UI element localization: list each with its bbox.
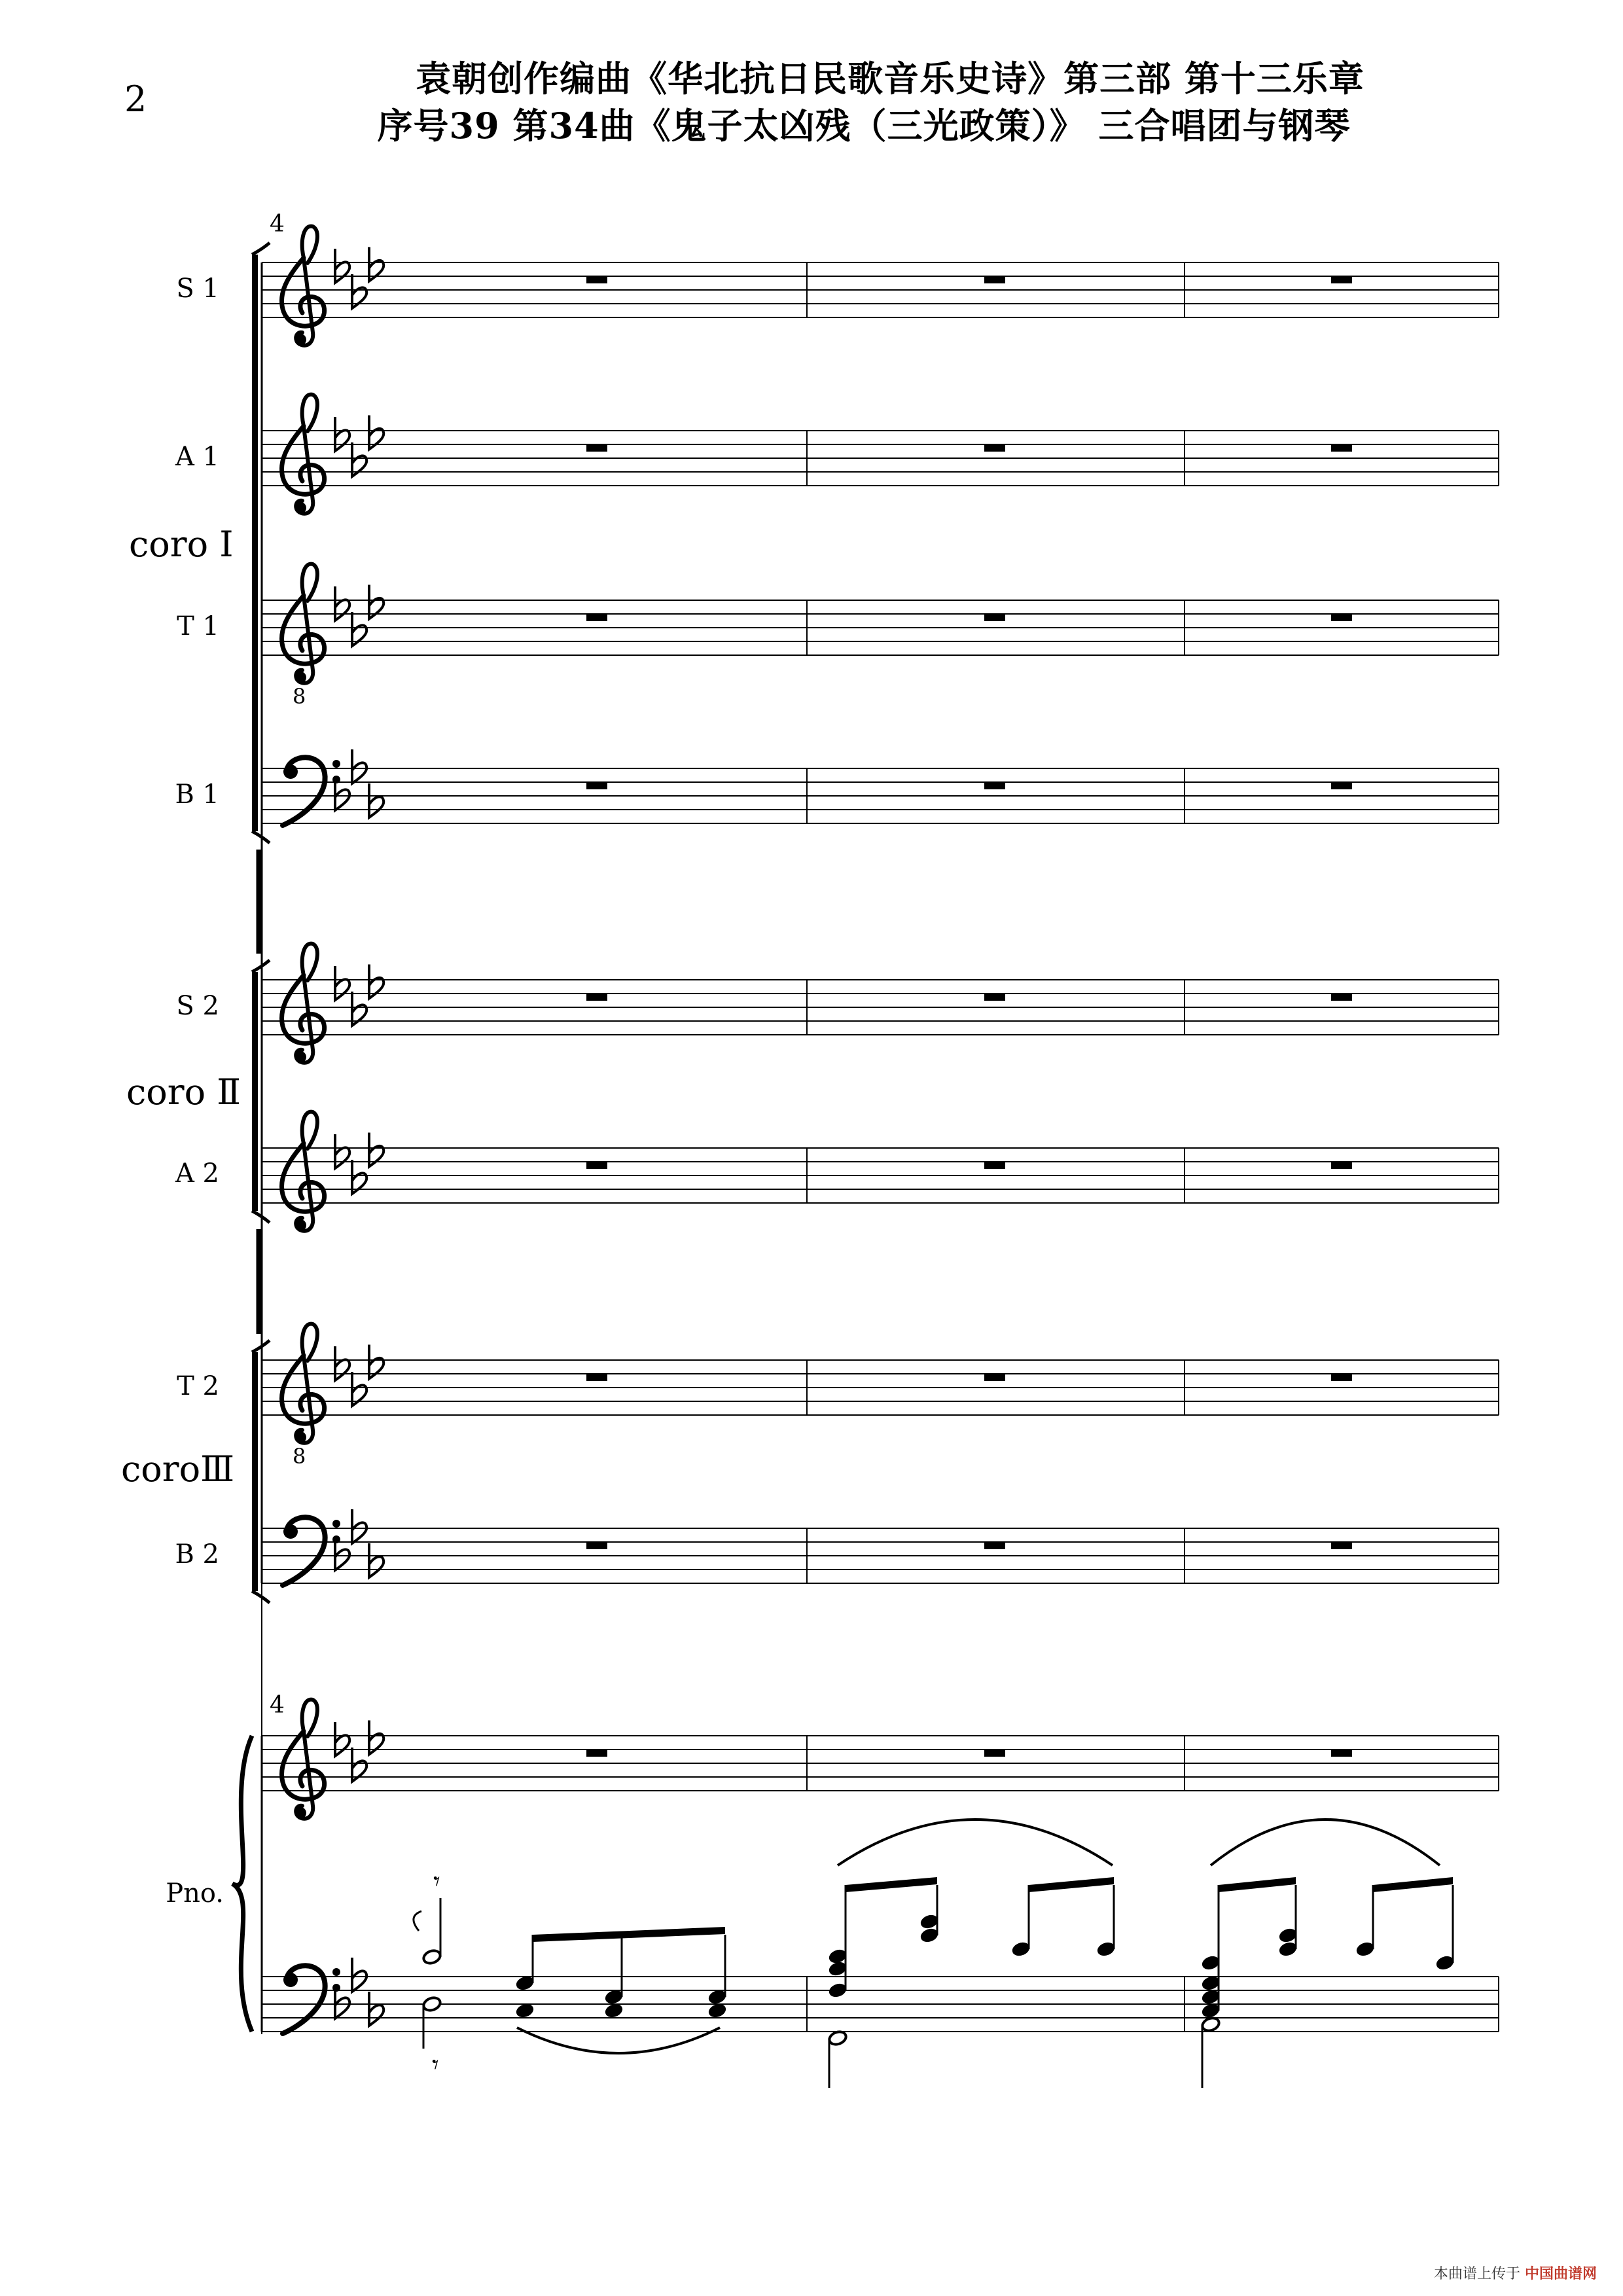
- beam: [1373, 1877, 1453, 1892]
- flat-icon: [352, 1958, 366, 1992]
- beam: [1219, 1877, 1296, 1892]
- bracket-bar: [252, 972, 258, 1211]
- whole-rest: [586, 444, 607, 452]
- staff-choir-2: [262, 564, 1499, 709]
- flat-icon: [369, 1543, 383, 1577]
- slur: [1211, 1820, 1440, 1865]
- whole-rest: [586, 994, 607, 1001]
- half-notehead: [422, 1948, 442, 1965]
- group-label-coro2: coro Ⅱ: [126, 1071, 241, 1113]
- staff-label-t2: T 2: [177, 1371, 219, 1401]
- staff-label-t1: T 1: [177, 611, 219, 641]
- whole-rest: [984, 1542, 1005, 1549]
- whole-rest: [984, 1374, 1005, 1381]
- bracket-bar: [252, 1352, 258, 1591]
- flat-icon: [352, 1509, 366, 1543]
- treble-clef-icon: [281, 944, 324, 1063]
- treble-clef-icon: [281, 1700, 324, 1819]
- whole-rest: [586, 1162, 607, 1169]
- footer-prefix: 本曲谱上传于: [1433, 2266, 1520, 2282]
- staff-choir-1: [262, 395, 1499, 514]
- whole-rest: [1331, 444, 1352, 452]
- page-number: 2: [124, 79, 147, 120]
- piano-system: [232, 1700, 1499, 2088]
- staff-choir-3: [262, 749, 1499, 825]
- flat-icon: [335, 1722, 349, 1756]
- flat-icon: [335, 417, 349, 451]
- staff-label-s1: S 1: [176, 274, 219, 304]
- staff-choir-4: [262, 944, 1499, 1063]
- staff-piano-bass: [262, 1958, 1499, 2034]
- bracket-hook: [252, 1591, 270, 1603]
- whole-rest: [984, 1162, 1005, 1169]
- treble-clef-icon: [281, 395, 324, 514]
- whole-rest: [984, 782, 1005, 789]
- footer-credit: [1434, 2263, 1597, 2283]
- whole-rest: [586, 1542, 607, 1549]
- flat-icon: [369, 1992, 383, 2026]
- eighth-rest: 𝄾: [432, 2050, 439, 2080]
- octave-8-marking: 8: [293, 684, 306, 709]
- treble-clef-icon: [281, 564, 324, 683]
- slur: [838, 1820, 1113, 1865]
- whole-rest: [1331, 1374, 1352, 1381]
- footer-brand: 中国曲谱网: [1524, 2266, 1597, 2282]
- measure-number-choir: 4: [270, 211, 285, 238]
- beam: [846, 1877, 937, 1892]
- bracket-hook: [252, 243, 270, 255]
- flat-icon: [335, 1134, 349, 1168]
- group-label-coro3: coroⅢ: [121, 1448, 235, 1490]
- whole-rest: [586, 1749, 607, 1757]
- treble-clef-icon: [281, 1324, 324, 1443]
- treble-clef-icon: [281, 226, 324, 346]
- staff-choir-0: [262, 226, 1499, 346]
- whole-rest: [984, 1749, 1005, 1757]
- whole-rest: [1331, 782, 1352, 789]
- whole-rest: [586, 276, 607, 283]
- staff-label-s2: S 2: [176, 991, 219, 1021]
- staff-choir-7: [262, 1509, 1499, 1585]
- whole-rest: [586, 782, 607, 789]
- whole-rest: [984, 276, 1005, 283]
- grace-slur: [414, 1911, 421, 1931]
- flat-icon: [369, 783, 383, 817]
- whole-rest: [1331, 994, 1352, 1001]
- flat-icon: [335, 1346, 349, 1380]
- flat-icon: [335, 586, 349, 620]
- title-line-1: 袁朝创作编曲《华北抗日民歌音乐史诗》第三部 第十三乐章: [416, 58, 1364, 99]
- bass-clef-icon: [283, 757, 340, 825]
- whole-rest: [984, 994, 1005, 1001]
- whole-rest: [1331, 1542, 1352, 1549]
- beam: [533, 1927, 725, 1942]
- treble-clef-icon: [281, 1112, 324, 1231]
- whole-rest: [1331, 1162, 1352, 1169]
- piano-brace: [232, 1736, 252, 2032]
- staff-choir-6: [262, 1324, 1499, 1469]
- bass-clef-icon: [283, 1965, 340, 2034]
- piano-left-hand: [414, 1820, 1455, 2088]
- whole-rest: [984, 614, 1005, 621]
- flat-icon: [352, 749, 366, 783]
- half-notehead: [422, 1996, 442, 2013]
- bracket-bar: [252, 255, 258, 831]
- beam: [1029, 1877, 1114, 1892]
- bass-clef-icon: [283, 1517, 340, 1585]
- flat-icon: [335, 966, 349, 1000]
- staff-label-a2: A 2: [175, 1158, 219, 1189]
- staff-label-a1: A 1: [175, 442, 219, 472]
- whole-rest: [586, 614, 607, 621]
- title-line-2: 序号39 第34曲《鬼子太凶残（三光政策）》 三合唱团与钢琴: [377, 105, 1351, 147]
- eighth-rest: 𝄾: [433, 1867, 440, 1897]
- whole-rest: [1331, 614, 1352, 621]
- staff-label-b2: B 2: [175, 1539, 219, 1570]
- staff-label-piano: Pno.: [166, 1878, 224, 1909]
- staff-piano-treble: [262, 1700, 1499, 1819]
- whole-rest: [1331, 1749, 1352, 1757]
- staff-choir-5: [262, 1112, 1499, 1231]
- staff-label-b1: B 1: [175, 780, 219, 810]
- whole-rest: [586, 1374, 607, 1381]
- whole-rest: [984, 444, 1005, 452]
- flat-icon: [335, 249, 349, 283]
- octave-8-marking: 8: [293, 1444, 306, 1469]
- measure-number-piano: 4: [270, 1692, 285, 1719]
- group-label-coro1: coro Ⅰ: [129, 524, 234, 565]
- whole-rest: [1331, 276, 1352, 283]
